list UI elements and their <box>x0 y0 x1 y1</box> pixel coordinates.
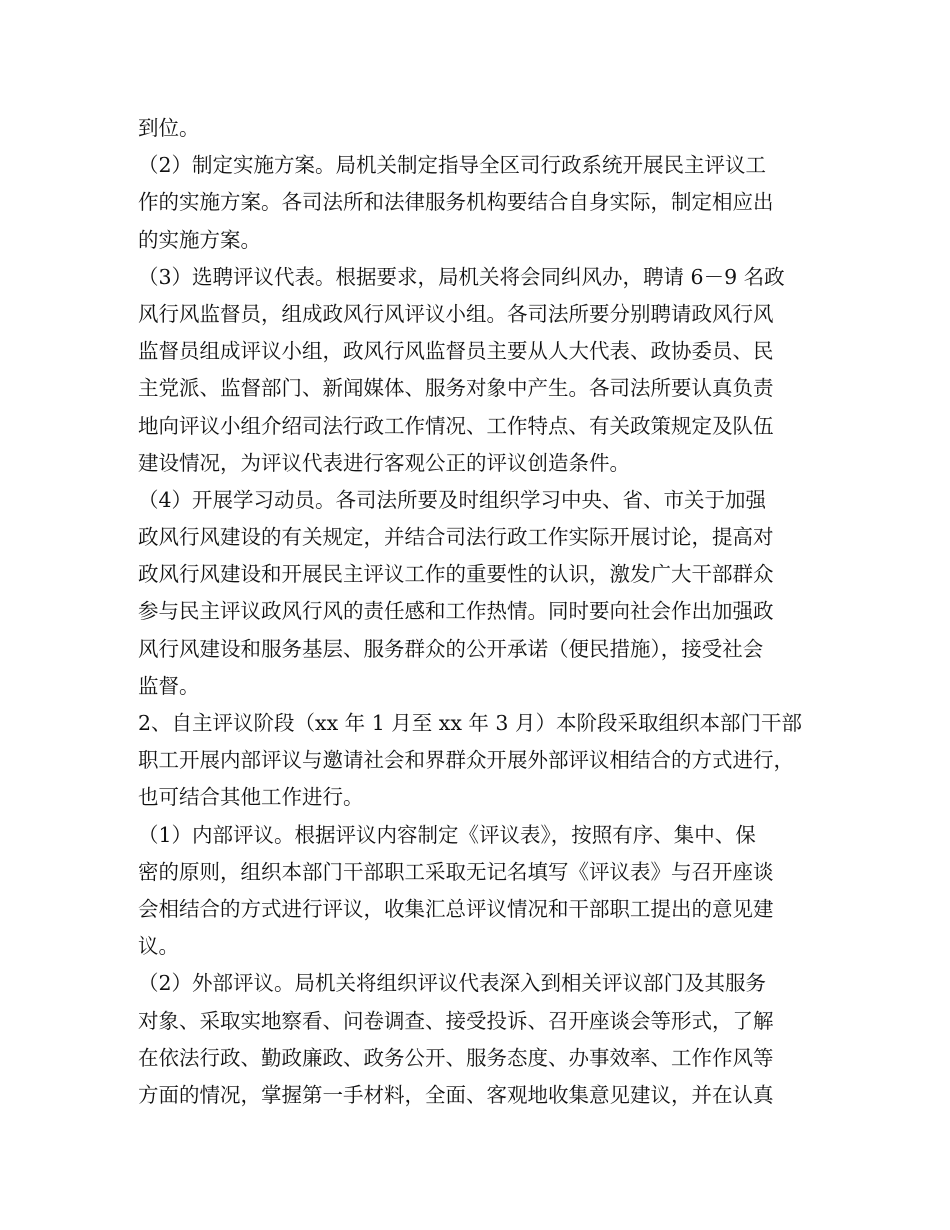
document-body <box>138 110 818 1114</box>
text-line: 政风行风建设的有关规定，并结合司法行政工作实际开展讨论，提高对 <box>138 525 774 550</box>
text-line: （4）开展学习动员。各司法所要及时组织学习中央、省、市关于加强 <box>138 487 767 512</box>
text-line: 监督。 <box>138 673 200 698</box>
text-line: 到位。 <box>138 116 200 140</box>
text-line: 风行风监督员，组成政风行风评议小组。各司法所要分别聘请政风行风 <box>138 301 774 326</box>
text-line: 方面的情况，掌握第一手材料，全面、客观地收集意见建议，并在认真 <box>138 1082 774 1107</box>
text-line: 议。 <box>138 934 179 959</box>
text-line: 的实施方案。 <box>138 227 261 252</box>
text-line: （2）外部评议。局机关将组织评议代表深入到相关评议部门及其服务 <box>138 971 767 996</box>
text-line: 主党派、监督部门、新闻媒体、服务对象中产生。各司法所要认真负责 <box>138 376 774 401</box>
text-line: （3）选聘评议代表。根据要求，局机关将会同纠风办，聘请 6－9 名政 <box>138 264 785 289</box>
text-line: （2）制定实施方案。局机关制定指导全区司行政系统开展民主评议工 <box>138 153 767 178</box>
text-line: 风行风建设和服务基层、服务群众的公开承诺（便民措施），接受社会 <box>138 636 764 661</box>
text-line: 职工开展内部评议与邀请社会和界群众开展外部评议相结合的方式进行， <box>138 748 794 773</box>
text-line: 在依法行政、勤政廉政、政务公开、服务态度、办事效率、工作作风等 <box>138 1045 774 1070</box>
text-line: 会相结合的方式进行评议，收集汇总评议情况和干部职工提出的意见建 <box>138 896 774 921</box>
text-line: （1）内部评议。根据评议内容制定《评议表》，按照有序、集中、保 <box>138 822 756 847</box>
text-line: 参与民主评议政风行风的责任感和工作热情。同时要向社会作出加强政 <box>138 599 774 624</box>
text-line: 监督员组成评议小组，政风行风监督员主要从人大代表、政协委员、民 <box>138 339 774 364</box>
text-line: 建设情况，为评议代表进行客观公正的评议创造条件。 <box>138 450 630 475</box>
text-line: 也可结合其他工作进行。 <box>138 785 364 810</box>
text-line: 地向评议小组介绍司法行政工作情况、工作特点、有关政策规定及队伍 <box>138 413 774 438</box>
text-line: 作的实施方案。各司法所和法律服务机构要结合自身实际，制定相应出 <box>138 190 774 215</box>
text-line: 对象、采取实地察看、问卷调查、接受投诉、召开座谈会等形式，了解 <box>138 1008 774 1033</box>
text-line: 密的原则，组织本部门干部职工采取无记名填写《评议表》与召开座谈 <box>138 859 774 884</box>
text-line: 2、自主评议阶段（xx 年 1 月至 xx 年 3 月）本阶段采取组织本部门干部 <box>138 711 802 735</box>
text-line: 政风行风建设和开展民主评议工作的重要性的认识，激发广大干部群众 <box>138 562 774 587</box>
